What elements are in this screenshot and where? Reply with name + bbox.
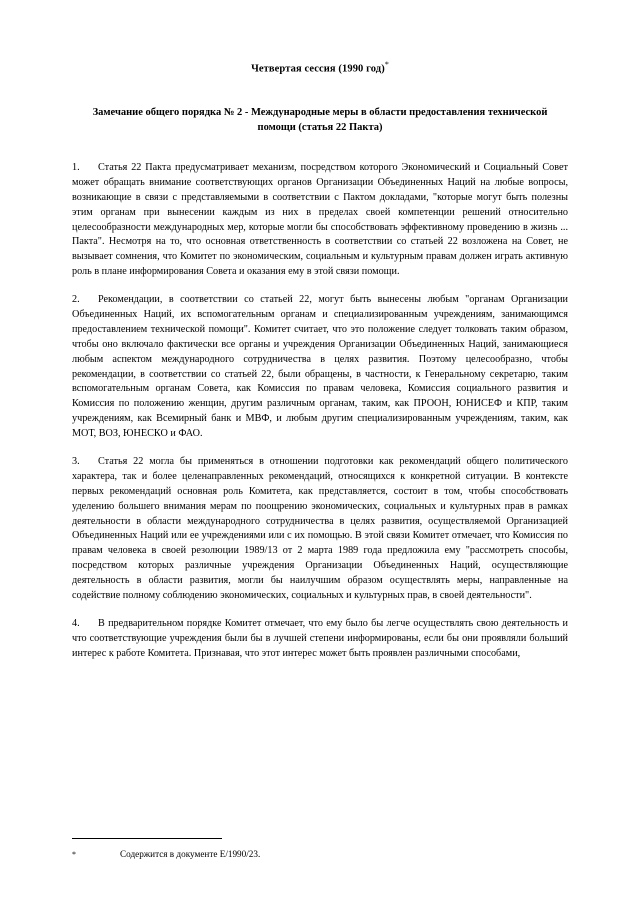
footnote-mark: *	[72, 850, 76, 860]
paragraph-text: Рекомендации, в соответствии со статьей 22, могут быть вынесены любым "органам Организации Объединенных Наций, их вспомогательным органам и специализированным учреждениям, занимающимся предоставлением технической помощи". Комитет считает, что это положение следует толковать таким образом, чтобы оно включало фактически все органы и учреждения Организации Объединенных Наций, занимающиеся любым аспектом международного сотрудничества в целях развития. Поэтому целесообразно, чтобы рекомендации, в соответствии со статьей 22, были обращены, в частности, к Генеральному секретарю, таким вспомогательным органам Совета, как Комиссия по правам человека, Комиссия социального развития и Комиссия по положению женщин, другим различным органам, таким, как ПРООН, ЮНИСЕФ и КПР, таким учреждениям, как Всемирный банк и МВФ, и любым другим специализированным учреждениям, таким, как МОТ, ВОЗ, ЮНЕСКО и ФАО.	[72, 294, 568, 440]
paragraph-number: 4.	[72, 617, 80, 629]
paragraph	[72, 617, 568, 662]
footnote-divider	[72, 838, 222, 839]
paragraph-number: 1.	[72, 161, 80, 173]
session-title-footnote-mark: *	[384, 60, 389, 69]
document-body	[72, 161, 568, 662]
footnote	[72, 848, 568, 861]
footnote-text: Содержится в документе E/1990/23.	[120, 849, 261, 860]
session-title-text: Четвертая сессия (1990 год)	[251, 63, 385, 75]
paragraph-text: Статья 22 могла бы применяться в отношении подготовки как рекомендаций общего политического характера, так и более целенаправленных рекомендаций, относящихся к конкретной ситуации. В контексте первых рекомендаций основная роль Комитета, как представляется, состоит в том, чтобы способствовать уделению большего внимания мерам по поощрению экономических, социальных и культурных прав в рамках деятельности в области международного сотрудничества в целях развития, осуществляемой Организацией Объединенных Наций или ее учреждениями или с их помощью. В этой связи Комитет отмечает, что Комиссия по правам человека в своей резолюции 1989/13 от 2 марта 1989 года предложила ему "рассмотреть способы, посредством которых различные учреждения Организации Объединенных Наций, осуществляющие деятельность в области развития, могли бы наилучшим образом осуществлять меры, направленные на содействие полному соблюдению экономических, социальных и культурных прав, в своей деятельности".	[72, 455, 568, 601]
page-title: Замечание общего порядка № 2 - Международные меры в области предоставления технической помощи (статья 22 Пакта)	[92, 106, 548, 133]
paragraph	[72, 455, 568, 604]
session-title	[72, 60, 568, 75]
paragraph-text: Статья 22 Пакта предусматривает механизм, посредством которого Экономический и Социальный Совет может обращать внимание соответствующих органов Организации Объединенных Наций на любые вопросы, возникающие в связи с представляемыми в соответствии с Пактом докладами, "которые могут быть полезны этим органам при вынесении каждым из них в пределах своей компетенции решений относительно целесообразности международных мер, которые могли бы способствовать эффективному проведению в жизнь ... Пакта". Несмотря на то, что основная ответственность в соответствии со статьей 22 возложена на Совет, не вызывает сомнения, что Комитет по экономическим, социальным и культурным правам должен играть активную роль в плане информирования Совета и оказания ему в этой связи помощи.	[72, 161, 568, 278]
paragraph-number: 2.	[72, 294, 80, 306]
footnote-area	[72, 838, 568, 861]
paragraph	[72, 161, 568, 280]
paragraph	[72, 293, 568, 442]
paragraph-text: В предварительном порядке Комитет отмечает, что ему было бы легче осуществлять свою деятельность и что соответствующие учреждения были бы в лучшей степени информированы, если бы они проявляли больший интерес к работе Комитета. Признавая, что этот интерес может быть проявлен различными способами,	[72, 617, 568, 659]
paragraph-number: 3.	[72, 455, 80, 467]
